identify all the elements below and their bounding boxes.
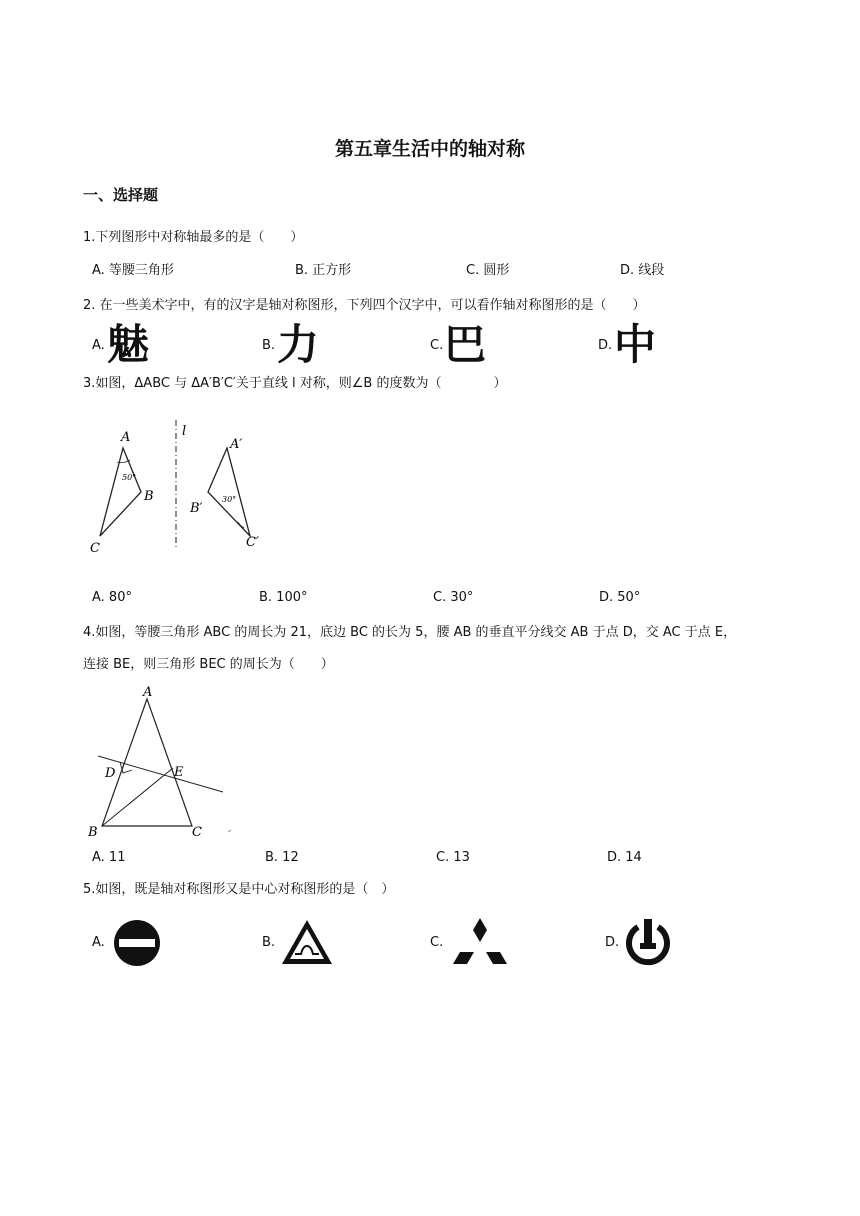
q4-option-b[interactable]: B. 12 <box>265 850 299 865</box>
q2-option-a-letter[interactable]: A. <box>92 338 105 353</box>
label-c: C <box>90 541 100 556</box>
label-c: C <box>192 825 202 840</box>
no-entry-icon[interactable] <box>112 918 162 968</box>
q2-option-d-letter[interactable]: D. <box>598 338 613 353</box>
q4-option-a[interactable]: A. 11 <box>92 850 126 865</box>
label-b: B <box>144 489 154 504</box>
label-c-prime: C′ <box>246 535 259 550</box>
q2-option-a-char[interactable]: 魅 <box>107 320 150 369</box>
label-a-prime: A′ <box>230 437 243 452</box>
q5-option-c-letter[interactable]: C. <box>430 935 444 950</box>
question-4-line-1: 4.如图，等腰三角形 ABC 的周长为 21，底边 BC 的长为 5，腰 AB 的垂直平分线交 AB 于点 D，交 AC 于点 E， <box>83 625 737 640</box>
triangle-abc <box>100 448 141 536</box>
angle-c-prime-value: 30° <box>222 495 237 504</box>
question-4-line-2: 连接 BE，则三角形 BEC 的周长为（ ） <box>83 657 334 672</box>
angle-a-value: 50° <box>122 473 137 482</box>
q2-option-c-letter[interactable]: C. <box>430 338 444 353</box>
q4-option-c[interactable]: C. 13 <box>436 850 470 865</box>
question-1-text: 1.下列图形中对称轴最多的是（ ） <box>83 230 304 245</box>
q5-option-d-letter[interactable]: D. <box>605 935 620 950</box>
question-2-text: 2. 在一些美术字中，有的汉字是轴对称图形，下列四个汉字中，可以看作轴对称图形的是（ ） <box>83 298 646 313</box>
triangle-abc <box>102 699 192 826</box>
label-e: E <box>174 765 184 780</box>
label-b: B <box>88 825 98 840</box>
label-a: A <box>121 430 131 445</box>
label-b-prime: B′ <box>190 501 203 516</box>
q1-option-a[interactable]: A. 等腰三角形 <box>92 263 174 278</box>
q3-option-b[interactable]: B. 100° <box>259 590 308 605</box>
q1-option-c[interactable]: C. 圆形 <box>466 263 510 278</box>
q1-option-b[interactable]: B. 正方形 <box>295 263 352 278</box>
q5-option-b-letter[interactable]: B. <box>262 935 276 950</box>
question-3-text: 3.如图，ΔABC 与 ΔA′B′C′关于直线 l 对称，则∠B 的度数为（ ） <box>83 376 507 391</box>
q3-option-a[interactable]: A. 80° <box>92 590 132 605</box>
q5-option-a-letter[interactable]: A. <box>92 935 105 950</box>
question-5-text: 5.如图，既是轴对称图形又是中心对称图形的是（ ） <box>83 882 395 897</box>
q3-option-c[interactable]: C. 30° <box>433 590 474 605</box>
page-title: 第五章生活中的轴对称 <box>334 138 525 160</box>
q4-option-d[interactable]: D. 14 <box>607 850 642 865</box>
q2-option-d-char[interactable]: 中 <box>614 320 657 369</box>
q2-option-b-char[interactable]: 力 <box>277 320 320 369</box>
stray-mark <box>228 830 231 832</box>
q3-figure <box>84 418 274 558</box>
warning-triangle-icon[interactable] <box>280 918 334 966</box>
label-l: l <box>182 424 187 439</box>
q1-option-d[interactable]: D. 线段 <box>620 263 665 278</box>
three-diamonds-icon[interactable] <box>452 916 508 968</box>
section-heading: 一、选择题 <box>83 186 159 204</box>
power-icon[interactable] <box>622 915 674 967</box>
q4-figure <box>84 682 244 842</box>
triangle-abc-prime <box>208 448 250 536</box>
perpendicular-bisector <box>98 756 223 792</box>
label-a: A <box>143 685 153 700</box>
q2-option-b-letter[interactable]: B. <box>262 338 276 353</box>
q2-option-c-char[interactable]: 巴 <box>444 320 487 369</box>
label-d: D <box>105 766 116 781</box>
q3-option-d[interactable]: D. 50° <box>599 590 641 605</box>
